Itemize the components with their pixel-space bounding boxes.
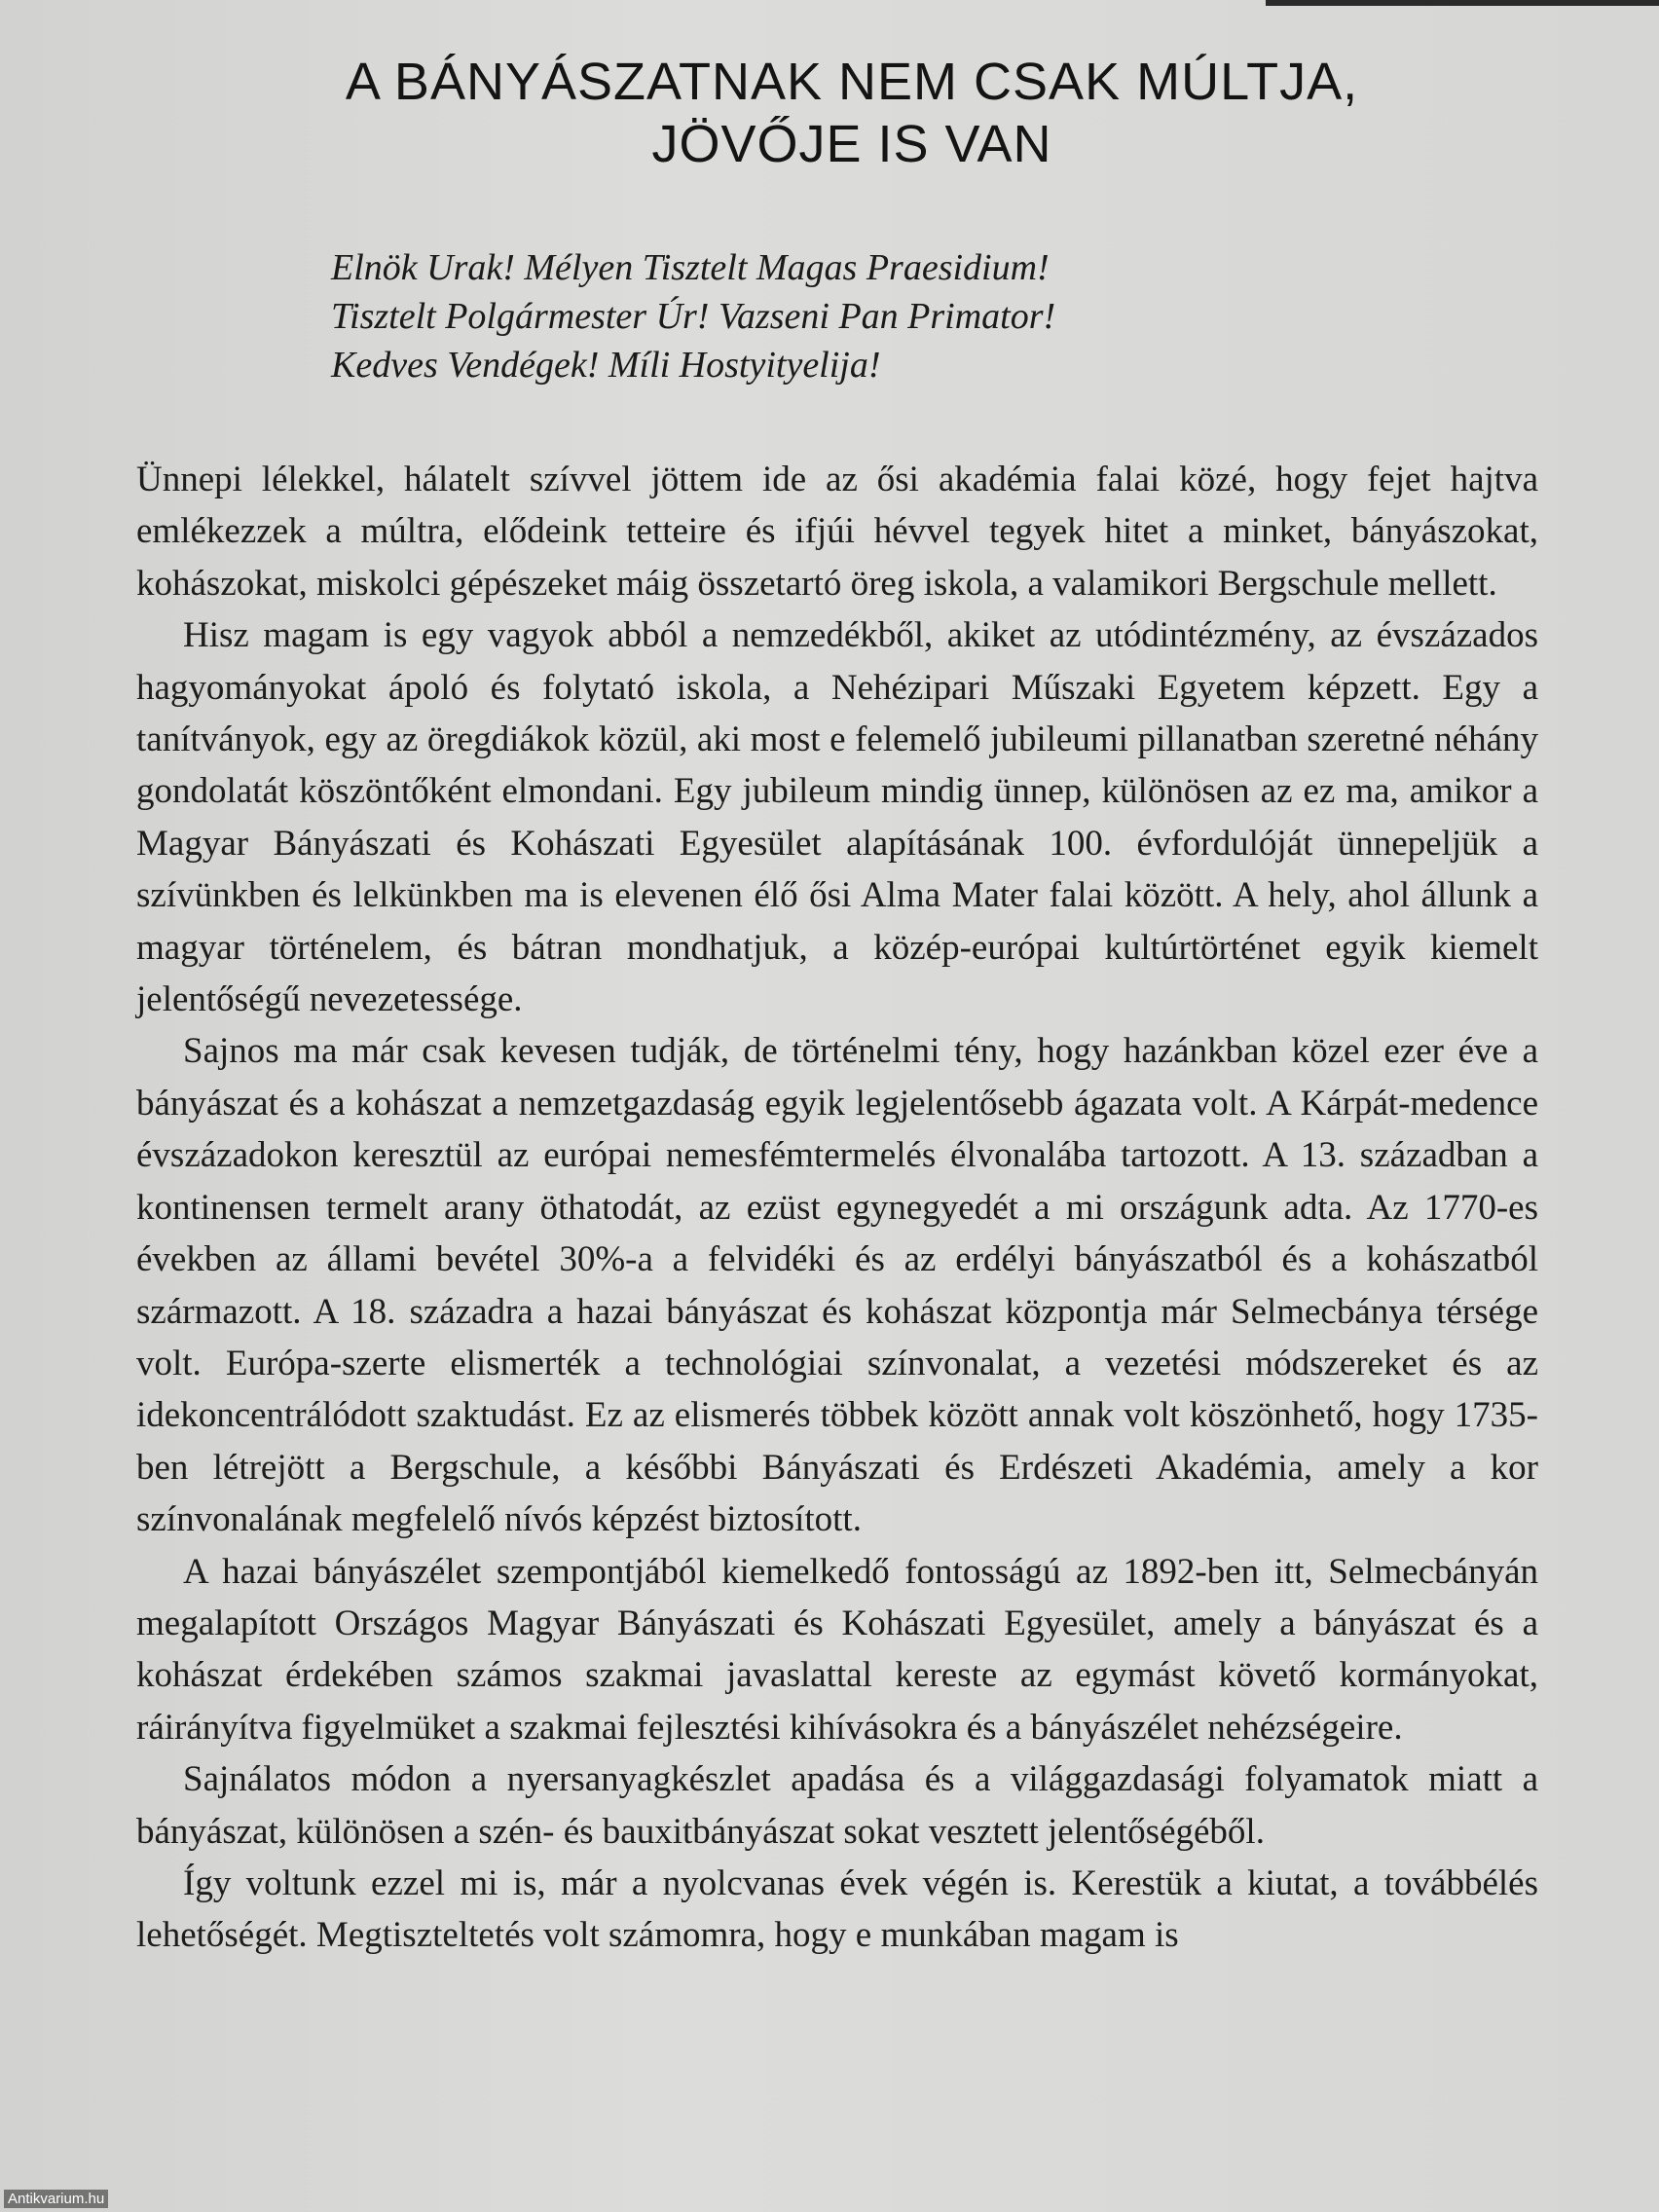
title-line-2: JÖVŐJE IS VAN bbox=[651, 115, 1052, 173]
salutation-line: Tisztelt Polgármester Úr! Vazseni Pan Primator! bbox=[331, 296, 1056, 337]
body-text bbox=[136, 454, 1538, 1962]
watermark-label: Antikvarium.hu bbox=[4, 2190, 108, 2208]
salutation-line: Elnök Urak! Mélyen Tisztelt Magas Praesidium! bbox=[331, 247, 1050, 288]
page-title bbox=[195, 51, 1509, 175]
paragraph: Sajnálatos módon a nyersanyagkészlet apadása és a világgazdasági folyamatok miatt a bányászat, különösen a szén- és bauxitbányászat sokat vesztett jelentőségéből. bbox=[136, 1759, 1538, 1852]
paragraph: Ünnepi lélekkel, hálatelt szívvel jöttem ide az ősi akadémia falai közé, hogy fejet hajtva emlékezzek a múltra, elődeink tetteire és ifjúi hévvel tegyek hitet a minket, bányászokat, kohászokat, miskolci gépészeket máig összetartó öreg iskola, a valamikori Bergschule mellett. bbox=[136, 460, 1538, 604]
salutation bbox=[331, 243, 1402, 389]
top-rule bbox=[1266, 0, 1659, 6]
title-line-1: A BÁNYÁSZATNAK NEM CSAK MÚLTJA, bbox=[345, 53, 1359, 111]
paragraph: A hazai bányászélet szempontjából kiemelkedő fontosságú az 1892-ben itt, Selmecbányán megalapított Országos Magyar Bányászati és Kohászati Egyesület, amely a bányászat és a kohászat érdekében számos szakmai javaslattal kereste az egymást követő kormányokat, ráirányítva figyelmüket a szakmai fejlesztési kihívásokra és a bányászélet nehézségeire. bbox=[136, 1551, 1538, 1748]
paragraph: Így voltunk ezzel mi is, már a nyolcvanas évek végén is. Kerestük a kiutat, a továbbélés lehetőségét. Megtiszteltetés volt számomra, hogy e munkában magam is bbox=[136, 1862, 1538, 1956]
salutation-line: Kedves Vendégek! Míli Hostyityelija! bbox=[331, 345, 881, 386]
paragraph: Hisz magam is egy vagyok abból a nemzedékből, akiket az utódintézmény, az évszázados hagyományokat ápoló és folytató iskola, a Nehézipari Műszaki Egyetem képzett. Egy a tanítványok, egy az öregdiákok közül, aki most e felemelő jubileumi pillanatban szeretné néhány gondolatát köszöntőként elmondani. Egy jubileum mindig ünnep, különösen az ez ma, amikor a Magyar Bányászati és Kohászati Egyesület alapításának 100. évfordulóját ünnepeljük a szívünkben és lelkünkben ma is elevenen élő ősi Alma Mater falai között. A hely, ahol állunk a magyar történelem, és bátran mondhatjuk, a közép-európai kultúrtörténet egyik kiemelt jelentőségű nevezetessége. bbox=[136, 615, 1538, 1020]
paragraph: Sajnos ma már csak kevesen tudják, de történelmi tény, hogy hazánkban közel ezer éve a bányászat és a kohászat a nemzetgazdaság egyik legjelentősebb ágazata volt. A Kárpát-medence évszázadokon keresztül az európai nemesfémtermelés élvonalába tartozott. A 13. században a kontinensen termelt arany öthatodát, az ezüst egynegyedét a mi országunk adta. Az 1770-es években az állami bevétel 30%-a a felvidéki és az erdélyi bányászatból és a kohászatból származott. A 18. századra a hazai bányászat és kohászat központja már Selmecbánya térsége volt. Európa-szerte elismerték a technológiai színvonalat, a vezetési módszereket és az idekoncentrálódott szaktudást. Ez az elismerés többek között annak volt köszönhető, hogy 1735-ben létrejött a Bergschule, a későbbi Bányászati és Erdészeti Akadémia, amely a kor színvonalának megfelelő nívós képzést biztosított. bbox=[136, 1031, 1538, 1540]
